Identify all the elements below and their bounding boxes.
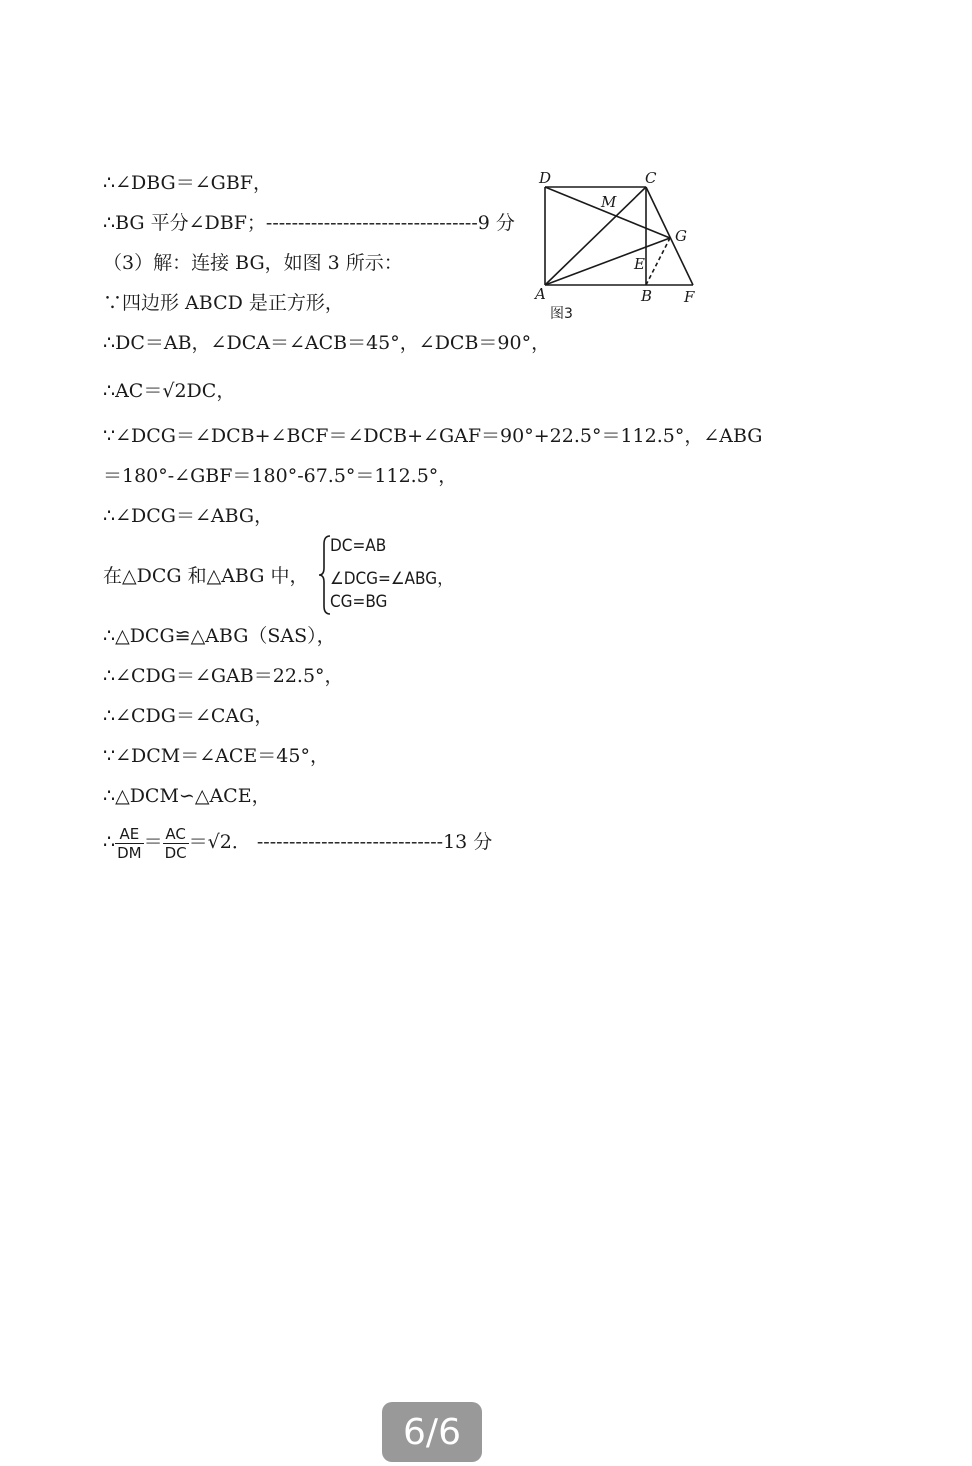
proof-final-line: ∴ $\frac{AE}{DM}$ ＝ $\frac{AC}{DC}$ ＝√2． -----------------------------13 分 [103, 824, 493, 862]
proof-line-12: ∴∠CDG＝∠GAB＝22.5°， [103, 665, 344, 687]
segment-ag [545, 238, 670, 285]
proof-line-4: ∵四边形 ABCD 是正方形， [103, 292, 344, 314]
proof-line-6: ∴AC＝√2DC， [103, 380, 236, 402]
segment-ac [545, 187, 646, 285]
label-b: B [641, 287, 653, 305]
fraction-ac-dc: $\frac{AC}{DC}$ [164, 824, 187, 862]
proof-line-5: ∴DC＝AB，∠DCA＝∠ACB＝45°，∠DCB＝90°， [103, 332, 551, 354]
page-indicator-badge[interactable]: 6/6 [382, 1402, 482, 1462]
system-row-2: ∠DCG=∠ABG， [330, 569, 455, 589]
proof-line-1: ∴∠DBG＝∠GBF， [103, 172, 272, 194]
proof-line-11: ∴△DCG≌△ABG（SAS）， [103, 625, 336, 647]
label-c: C [645, 169, 657, 187]
proof-line-7: ∵∠DCG＝∠DCB+∠BCF＝∠DCB+∠GAF＝90°+22.5°＝112.5°，∠ABG [103, 425, 763, 447]
system-row-3: CG=BG [330, 592, 388, 612]
figure-caption: 图3 [550, 306, 573, 322]
proof-line-10: 在△DCG 和△ABG 中， [103, 565, 309, 587]
geometry-figure-3 [528, 165, 708, 325]
equation-system [318, 534, 478, 616]
proof-line-9: ∴∠DCG＝∠ABG， [103, 505, 274, 527]
label-g: G [675, 227, 687, 245]
label-d: D [539, 169, 552, 187]
proof-line-3: （3）解：连接 BG，如图 3 所示： [103, 252, 403, 274]
fraction-ae-dm: $\frac{AE}{DM}$ [117, 824, 142, 862]
proof-line-2: ∴BG 平分∠DBF；---------------------------------9 分 [103, 212, 515, 234]
label-m: M [601, 193, 617, 211]
proof-line-13: ∴∠CDG＝∠CAG， [103, 705, 274, 727]
figure-diagram [528, 165, 708, 325]
score-mark: -----------------------------13 分 [256, 831, 493, 853]
system-row-1: DC=AB [330, 536, 387, 556]
proof-line-8: ＝180°-∠GBF＝180°-67.5°＝112.5°， [103, 465, 458, 487]
label-e: E [634, 255, 645, 273]
proof-line-14: ∵∠DCM＝∠ACE＝45°， [103, 745, 329, 767]
proof-line-15: ∴△DCM∽△ACE， [103, 785, 271, 807]
therefore-symbol: ∴ [103, 831, 116, 853]
label-a: A [535, 285, 546, 303]
label-f: F [684, 288, 695, 306]
